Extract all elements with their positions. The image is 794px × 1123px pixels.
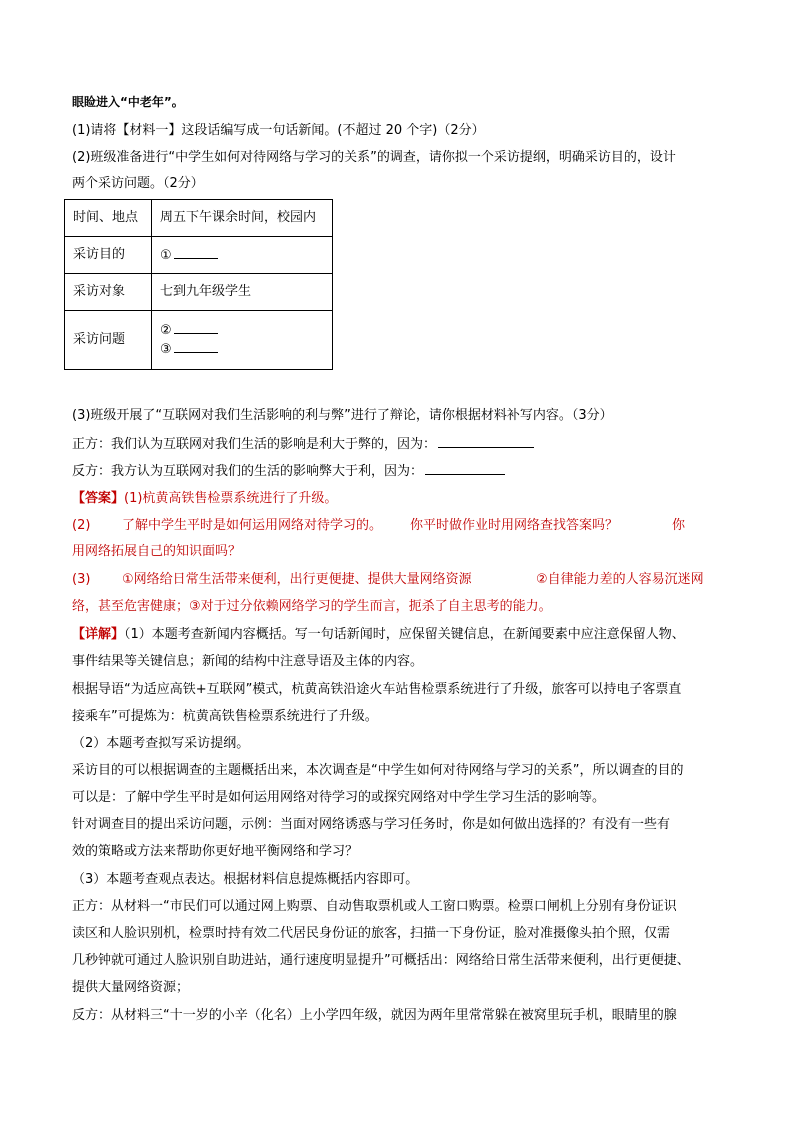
text-line: 眼睑进入“中老年”。 bbox=[72, 95, 184, 109]
answer-2-question-1: 你平时做作业时用网络查找答案吗？ bbox=[410, 518, 619, 533]
answer-blank bbox=[174, 246, 218, 259]
detail-line: （3）本题考查观点表达。根据材料信息提炼概括内容即可。 bbox=[72, 872, 419, 887]
table-row bbox=[65, 274, 333, 311]
answer-blank bbox=[425, 462, 505, 475]
answer-1: (1)杭黄高铁售检票系统进行了升级。 bbox=[124, 491, 338, 506]
table-cell-value bbox=[152, 311, 333, 370]
answer-blank bbox=[174, 340, 218, 353]
table-row bbox=[65, 200, 333, 237]
table-row bbox=[65, 311, 333, 370]
interview-outline-table bbox=[64, 199, 333, 370]
question-2-line-2: 两个采访问题。（2分） bbox=[72, 176, 204, 191]
question-2-line-1: (2)班级准备进行“中学生如何对待网络与学习的关系”的调查，请你拟一个采访提纲，明确采访目的，设计 bbox=[72, 150, 676, 165]
detail-line: 针对调查目的提出采访问题，示例：当面对网络诱惑与学习任务时，你是如何做出选择的？有没有一些有 bbox=[72, 817, 671, 832]
circled-number: ② bbox=[160, 323, 172, 338]
detail-line: （2）本题考查拟写采访提纲。 bbox=[72, 736, 250, 751]
detail-line: 事件结果等关键信息；新闻的结构中注意导语及主体的内容。 bbox=[72, 654, 424, 669]
question-3: (3)班级开展了“互联网对我们生活影响的利与弊”进行了辩论，请你根据材料补写内容。（3分） bbox=[72, 408, 613, 423]
detail-line: 可以是：了解中学生平时是如何运用网络对待学习的或探究网络对中学生学习生活的影响等。 bbox=[72, 790, 606, 805]
answer-2-number: (2) bbox=[72, 518, 91, 533]
pro-side-line bbox=[72, 435, 534, 454]
question-1: (1)请将【材料一】这段话编写成一句话新闻。(不超过 20 个字)（2分） bbox=[72, 123, 485, 138]
pro-side-text: 正方：我们认为互联网对我们生活的影响是利大于弊的，因为： bbox=[72, 437, 437, 452]
answer-2-question-2-start: 你 bbox=[672, 518, 686, 533]
con-side-line bbox=[72, 462, 505, 481]
answer-line-2 bbox=[72, 517, 685, 535]
circled-number: ① bbox=[160, 247, 172, 263]
table-cell-key: 采访问题 bbox=[65, 311, 152, 370]
circled-number: ③ bbox=[160, 342, 172, 357]
detail-line: 接乘车”可提炼为：杭黄高铁售检票系统进行了升级。 bbox=[72, 709, 378, 724]
detail-line: 根据导语“为适应高铁+互联网”模式，杭黄高铁沿途火车站售检票系统进行了升级，旅客可以持电子客票直 bbox=[72, 682, 682, 697]
detail-text: （1）本题考查新闻内容概括。写一句话新闻时，应保留关键信息，在新闻要素中应注意保留人物、 bbox=[124, 627, 685, 642]
table-cell-value bbox=[152, 237, 333, 274]
detail-line: 读区和人脸识别机，检票时持有效二代居民身份证的旅客，扫描一下身份证，脸对准摄像头拍个照，仅需 bbox=[72, 926, 671, 941]
table-cell-value: 周五下午课余时间，校园内 bbox=[152, 200, 333, 237]
detail-line: 效的策略或方法来帮助你更好地平衡网络和学习？ bbox=[72, 844, 359, 859]
answer-line-3 bbox=[72, 571, 704, 589]
answer-3-con-start: ②自律能力差的人容易沉迷网 bbox=[536, 572, 704, 587]
detail-line: 几秒钟就可通过人脸识别自助进站，通行速度明显提升”可概括出：网络给日常生活带来便利，出行更便捷、 bbox=[72, 953, 690, 968]
answer-3-number: (3) bbox=[72, 572, 91, 587]
detail-tag: 【详解】 bbox=[72, 627, 125, 642]
detail-line: 正方：从材料一“市民们可以通过网上购票、自动售取票机或人工窗口购票。检票口闸机上分别有身份证识 bbox=[72, 899, 677, 914]
detail-line: 提供大量网络资源； bbox=[72, 980, 190, 995]
con-side-text: 反方：我方认为互联网对我们的生活的影响弊大于利，因为： bbox=[72, 464, 424, 479]
detail-line: 采访目的可以根据调查的主题概括出来，本次调查是“中学生如何对待网络与学习的关系”，所以调查的目的 bbox=[72, 763, 684, 778]
table-cell-key: 采访对象 bbox=[65, 274, 152, 311]
answer-blank bbox=[174, 321, 218, 334]
table-cell-key: 时间、地点 bbox=[65, 200, 152, 237]
table-cell-key: 采访目的 bbox=[65, 237, 152, 274]
answer-line-1 bbox=[72, 490, 337, 508]
table-row bbox=[65, 237, 333, 274]
answer-tag: 【答案】 bbox=[72, 491, 125, 506]
answer-2-question-2-end: 用网络拓展自己的知识面吗？ bbox=[72, 544, 242, 559]
answer-blank bbox=[438, 435, 534, 448]
answer-2-purpose: 了解中学生平时是如何运用网络对待学习的。 bbox=[122, 518, 383, 533]
detail-line: 反方：从材料三“十一岁的小辛（化名）上小学四年级，就因为两年里常常躲在被窝里玩手机，眼睛里的腺 bbox=[72, 1008, 677, 1023]
answer-3-pro: ①网络给日常生活带来便利，出行更便捷、提供大量网络资源 bbox=[122, 572, 472, 587]
table-cell-value: 七到九年级学生 bbox=[152, 274, 333, 311]
detail-line-1 bbox=[72, 626, 685, 644]
answer-3-con-end: 络，甚至危害健康；③对于过分依赖网络学习的学生而言，扼杀了自主思考的能力。 bbox=[72, 599, 552, 614]
